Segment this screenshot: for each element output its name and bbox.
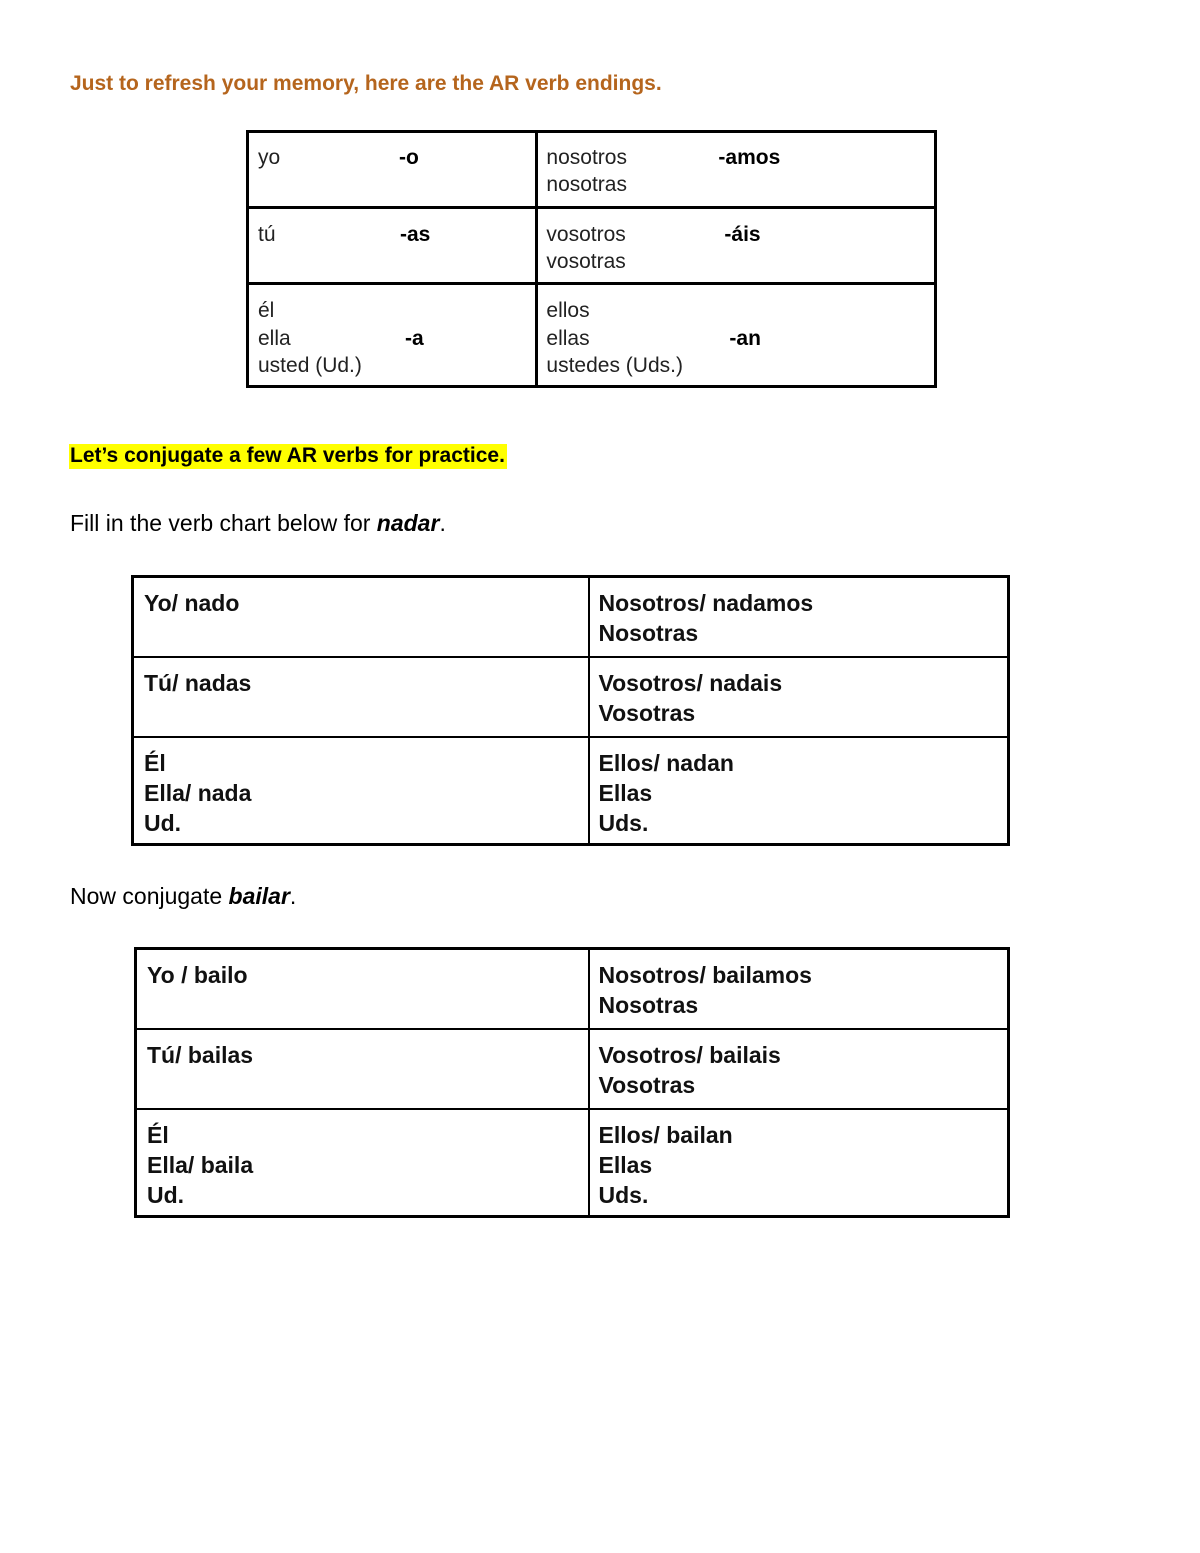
bailar-cell-ellos-ellas-uds[interactable] (589, 1109, 1009, 1217)
nadar-cell-el-ella-ud[interactable] (133, 737, 589, 845)
practice-heading: Let’s conjugate a few AR verbs for practice. (70, 444, 505, 467)
instruction-text: . (289, 883, 297, 909)
conjugation-line: Vosotras (598, 699, 696, 726)
nadar-instruction (70, 510, 446, 537)
conjugation-line: Nosotros/ nadamos (598, 590, 814, 616)
verb-bailar: bailar (228, 883, 290, 909)
endings-cell-ellos-ellas-ustedes (537, 284, 936, 387)
conjugation-line: Uds. (598, 1181, 649, 1208)
verb-ending: -áis (724, 223, 761, 246)
conjugation-line: Él (144, 749, 166, 776)
conjugation-line: Él (147, 1121, 169, 1148)
endings-cell-tu (248, 208, 537, 284)
bailar-cell-tu[interactable] (136, 1029, 589, 1109)
instruction-text: Fill in the verb chart below for (70, 510, 377, 536)
conjugation-line: Vosotras (598, 1071, 696, 1098)
nadar-cell-ellos-ellas-uds[interactable] (589, 737, 1009, 845)
intro-heading: Just to refresh your memory, here are the AR verb endings. (70, 72, 662, 95)
pronoun: vosotros (546, 223, 626, 246)
nadar-conjugation-table (131, 575, 1010, 846)
conjugation-line: Ellos/ bailan (598, 1121, 733, 1148)
endings-cell-nosotros (537, 132, 936, 208)
conjugation-line: Vosotros/ nadais (598, 669, 783, 696)
conjugation-line: Ellas (598, 1151, 653, 1178)
conjugation-line: Yo/ nado (144, 590, 240, 616)
endings-cell-vosotros (537, 208, 936, 284)
nadar-cell-vosotros[interactable] (589, 657, 1009, 737)
conjugation-line: Nosotros/ bailamos (598, 962, 812, 988)
conjugation-line: Ella/ baila (147, 1151, 254, 1178)
instruction-text: . (439, 510, 446, 536)
pronoun: tú (258, 223, 276, 246)
verb-ending: -amos (718, 146, 781, 169)
conjugation-line: Ud. (144, 809, 182, 836)
pronoun: ustedes (Uds.) (546, 354, 683, 377)
pronoun: ellas (546, 327, 590, 350)
conjugation-line: Yo / bailo (147, 962, 248, 988)
pronoun: ella (258, 327, 291, 350)
endings-cell-el-ella-usted (248, 284, 537, 387)
bailar-cell-el-ella-ud[interactable] (136, 1109, 589, 1217)
nadar-cell-yo[interactable] (133, 577, 589, 657)
bailar-conjugation-table (134, 947, 1010, 1218)
pronoun: nosotros (546, 146, 627, 169)
conjugation-line: Nosotras (598, 992, 699, 1018)
conjugation-line: Tú/ nadas (144, 669, 252, 696)
verb-ending: -as (400, 223, 431, 246)
conjugation-line: Nosotras (598, 620, 699, 646)
conjugation-line: Ellos/ nadan (598, 749, 734, 776)
nadar-cell-tu[interactable] (133, 657, 589, 737)
bailar-cell-vosotros[interactable] (589, 1029, 1009, 1109)
pronoun: vosotras (546, 250, 626, 273)
conjugation-line: Vosotros/ bailais (598, 1041, 781, 1068)
instruction-text: Now conjugate (70, 883, 229, 909)
bailar-cell-nosotros[interactable] (589, 949, 1009, 1029)
conjugation-line: Ud. (147, 1181, 185, 1208)
nadar-cell-nosotros[interactable] (589, 577, 1009, 657)
pronoun: él (258, 299, 275, 322)
pronoun: ellos (546, 299, 590, 322)
bailar-instruction (70, 883, 296, 910)
bailar-cell-yo[interactable] (136, 949, 589, 1029)
conjugation-line: Ella/ nada (144, 779, 252, 806)
conjugation-line: Ellas (598, 779, 653, 806)
pronoun: usted (Ud.) (258, 354, 362, 377)
verb-ending: -an (729, 327, 761, 350)
pronoun: yo (258, 146, 281, 169)
endings-table (246, 130, 937, 388)
conjugation-line: Tú/ bailas (147, 1041, 254, 1068)
endings-cell-yo (248, 132, 537, 208)
conjugation-line: Uds. (598, 809, 649, 836)
pronoun: nosotras (546, 173, 627, 196)
verb-ending: -a (405, 327, 424, 350)
verb-ending: -o (399, 146, 419, 169)
verb-nadar: nadar (376, 510, 440, 536)
